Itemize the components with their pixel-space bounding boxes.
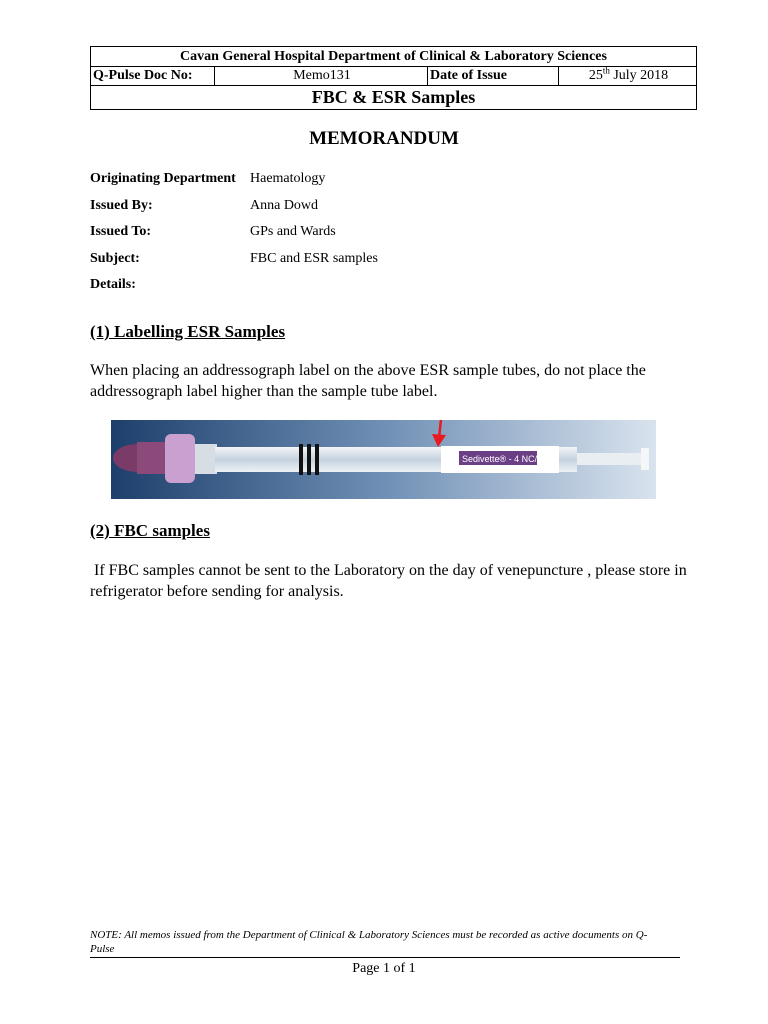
tube-cap [165,434,195,483]
field-issued-by [90,197,378,224]
field-details [90,276,378,303]
field-issued-to [90,223,378,250]
date-suffix: th [602,65,610,76]
field-label: Issued By: [90,197,153,213]
tube-label-text: Sedivette® - 4 NC/3.5 [462,454,550,464]
field-originating-department [90,170,378,197]
field-subject [90,250,378,277]
field-value: Anna Dowd [250,197,319,213]
field-label: Details: [90,277,136,292]
field-value: FBC and ESR samples [250,250,378,266]
field-label: Subject: [90,250,140,266]
doc-no-label: Q-Pulse Doc No [93,68,188,83]
page-number: Page 1 of 1 [352,961,416,976]
section-2-text: If FBC samples cannot be sent to the Laboratory on the day of venepuncture , please store in refrigerator before sending for analysis. [90,562,691,600]
memo-heading: MEMORANDUM [309,128,459,149]
footer-note: NOTE: All memos issued from the Department of Clinical & Laboratory Sciences must be recorded as active documents on Q-Pulse [90,929,648,955]
section-1-text: When placing an addressograph label on the above ESR sample tubes, do not place the addressograph label higher than the sample tube label. [90,362,646,400]
section-1-heading: (1) Labelling ESR Samples [90,322,286,341]
date-day: 25 [588,68,603,83]
doc-no-colon: : [187,68,193,83]
section-2-heading: (2) FBC samples [90,521,210,540]
date-label: Date of Issue [428,67,559,85]
esr-tube-photo [111,420,656,499]
footer-divider [90,957,680,958]
memo-fields [90,170,378,303]
doc-no-label-cell [91,67,215,85]
doc-meta-row [91,67,696,86]
doc-no-value: Memo131 [215,67,428,85]
field-label: Originating Department [90,171,236,186]
field-value: GPs and Wards [250,224,336,239]
field-label: Issued To: [90,224,152,239]
date-rest: July 2018 [609,68,669,83]
document-header-table [90,46,697,110]
org-title: Cavan General Hospital Department of Clinical & Laboratory Sciences [91,47,696,67]
doc-title: FBC & ESR Samples [311,87,476,107]
date-value [559,67,696,85]
field-value: Haematology [250,171,326,186]
